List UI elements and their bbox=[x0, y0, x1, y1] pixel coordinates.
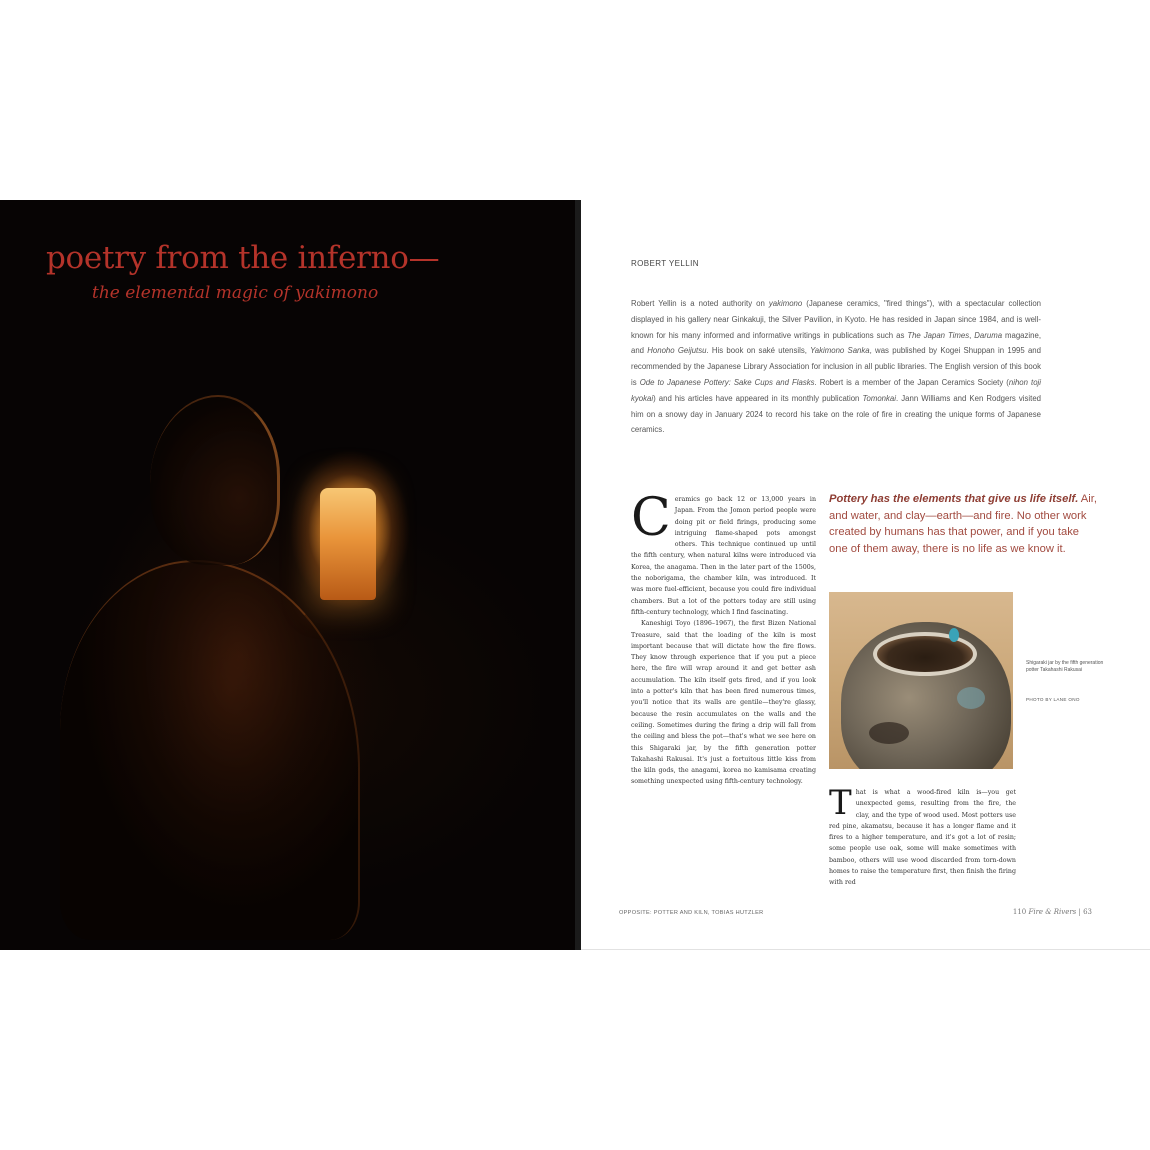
intro-italic-run: Yakimono Sanka bbox=[810, 346, 870, 356]
intro-text-run: ) and his articles have appeared in its monthly publication bbox=[653, 393, 863, 403]
paragraph-text: eramics go back 12 or 13,000 years in Japan. From the Jomon period people were doing pit or field firings, producing some intriguing flame-shaped pots amongst others. This technique continued up until the fifth century, when natural kilns were introduced via Korea, the anagama. Then in the later part of the 1500s, the noborigama, the chamber kiln, was introduced. It was more fuel-efficient, because you could fire individual chambers. But a lot of the potters today are still using fifth-century technology, which I find fascinating. bbox=[631, 496, 816, 616]
pull-quote-text: Air, and water, and clay—earth—and fire. No other work created by humans has that power, and if you take one of them away, there is no life as we know it. bbox=[829, 493, 1097, 555]
article-paragraph bbox=[829, 783, 1016, 889]
intro-italic-run: Tomonkai bbox=[862, 393, 896, 403]
page-folio bbox=[1013, 908, 1092, 916]
shigaraki-jar-photo bbox=[829, 592, 1013, 769]
paragraph-text: hat is what a wood-fired kiln is—you get unexpected gems, resulting from the fire, the clay, and the type of wood used. Most potters use red pine, akamatsu, because it has a longer flame and it fires to a higher temperature, and it's got a lot of resin; some people use oak, some will make sometimes with bamboo, others will use wood discarded from torn-down homes to raise the temperature first, then finish the firing with red bbox=[829, 789, 1016, 887]
photo-credit-footer: OPPOSITE: POTTER AND KILN, TOBIAS HUTZLER bbox=[619, 910, 764, 916]
drop-cap: T bbox=[829, 783, 852, 823]
drop-cap: C bbox=[631, 488, 671, 548]
intro-text-run: (Japanese ceramics, "fired things"), with a spectacular collection displayed in his gallery near Ginkakuji, the Silver Pavilion, in Kyoto. He has resided in Japan since 1984, and is well-known for his many informed and informative writings in publications such as bbox=[631, 299, 1041, 340]
jar-ash-mark bbox=[869, 722, 909, 744]
intro-italic-run: yakimono bbox=[768, 299, 803, 308]
author-heading: ROBERT YELLIN bbox=[631, 259, 699, 268]
intro-italic-run: nihon toji kyokai bbox=[631, 377, 1041, 403]
right-page bbox=[581, 200, 1150, 950]
intro-text-run: Robert Yellin is a noted authority on bbox=[631, 299, 769, 308]
article-paragraph bbox=[631, 488, 816, 618]
photo-credit: PHOTO BY LANE ONO bbox=[1026, 697, 1080, 702]
intro-italic-run: Ode to Japanese Pottery: Sake Cups and Flasks bbox=[639, 377, 815, 387]
jar-glaze-drip bbox=[949, 628, 959, 642]
page-number: | 63 bbox=[1076, 908, 1092, 916]
photo-caption: Shigaraki jar by the fifth generation potter Takahashi Rakusai bbox=[1026, 660, 1104, 673]
article-column-1 bbox=[631, 488, 816, 788]
intro-text-run: . Jann Williams and Ken Rodgers visited him on a snowy day in January 2024 to record his take on the role of fire in creating the unique forms of Japanese ceramics. bbox=[631, 393, 1042, 435]
article-column-2 bbox=[829, 783, 1016, 889]
author-intro bbox=[631, 296, 1041, 438]
intro-text-run: , bbox=[969, 330, 975, 340]
spread-title: poetry from the inferno— bbox=[46, 240, 440, 276]
intro-text-run: magazine, and bbox=[631, 330, 1041, 356]
intro-italic-run: The Japan Times bbox=[907, 330, 970, 340]
intro-text-run: . His book on saké utensils, bbox=[706, 346, 811, 356]
article-paragraph: Kaneshigi Toyo (1896–1967), the first Bizen National Treasure, said that the loading of the kiln is most important because that will dictate how the fire flows. They know through experience that if you put a piece here, the fire will wrap around it and get better ash accumulation. The kiln itself gets fired, and if you look into a potter's kiln that has been fired numerous times, you'll notice that its walls are gentile—they're glassy, because the resin accumulates on the walls and the ceiling. Sometimes during the firing a drip will fall from the ceiling and bless the pot—that's what we see here on this Shigaraki jar, by the fifth generation potter Takahashi Rakusai. It's just a fortuitous little kiss from the kiln gods, the anagami, korea no kamisama creating something unexpected using fifth-century technology. bbox=[631, 620, 816, 786]
spread-subtitle: the elemental magic of yakimono bbox=[92, 283, 379, 303]
jar-glaze-patch bbox=[957, 687, 985, 709]
kiln-opening-glow bbox=[320, 488, 376, 600]
intro-italic-run: Honoho Geijutsu bbox=[647, 346, 707, 356]
folio-publication: Fire & Rivers bbox=[1028, 908, 1077, 916]
potter-silhouette-head bbox=[150, 395, 280, 565]
intro-text-run: . Robert is a member of the Japan Ceramics Society ( bbox=[814, 377, 1009, 387]
intro-text-run: , was published by Kogei Shuppan in 1995 and recommended by the Japanese Library Association for inclusion in all public libraries. The English version of this book is bbox=[631, 346, 1041, 387]
pull-quote-lead: Pottery has the elements that give us life itself. bbox=[829, 493, 1079, 505]
magazine-spread bbox=[0, 200, 1150, 950]
jar-mouth bbox=[873, 632, 977, 676]
pull-quote bbox=[829, 491, 1099, 557]
intro-italic-run: Daruma bbox=[974, 330, 1003, 340]
folio-prefix: 110 bbox=[1012, 908, 1029, 916]
left-page bbox=[0, 200, 575, 950]
